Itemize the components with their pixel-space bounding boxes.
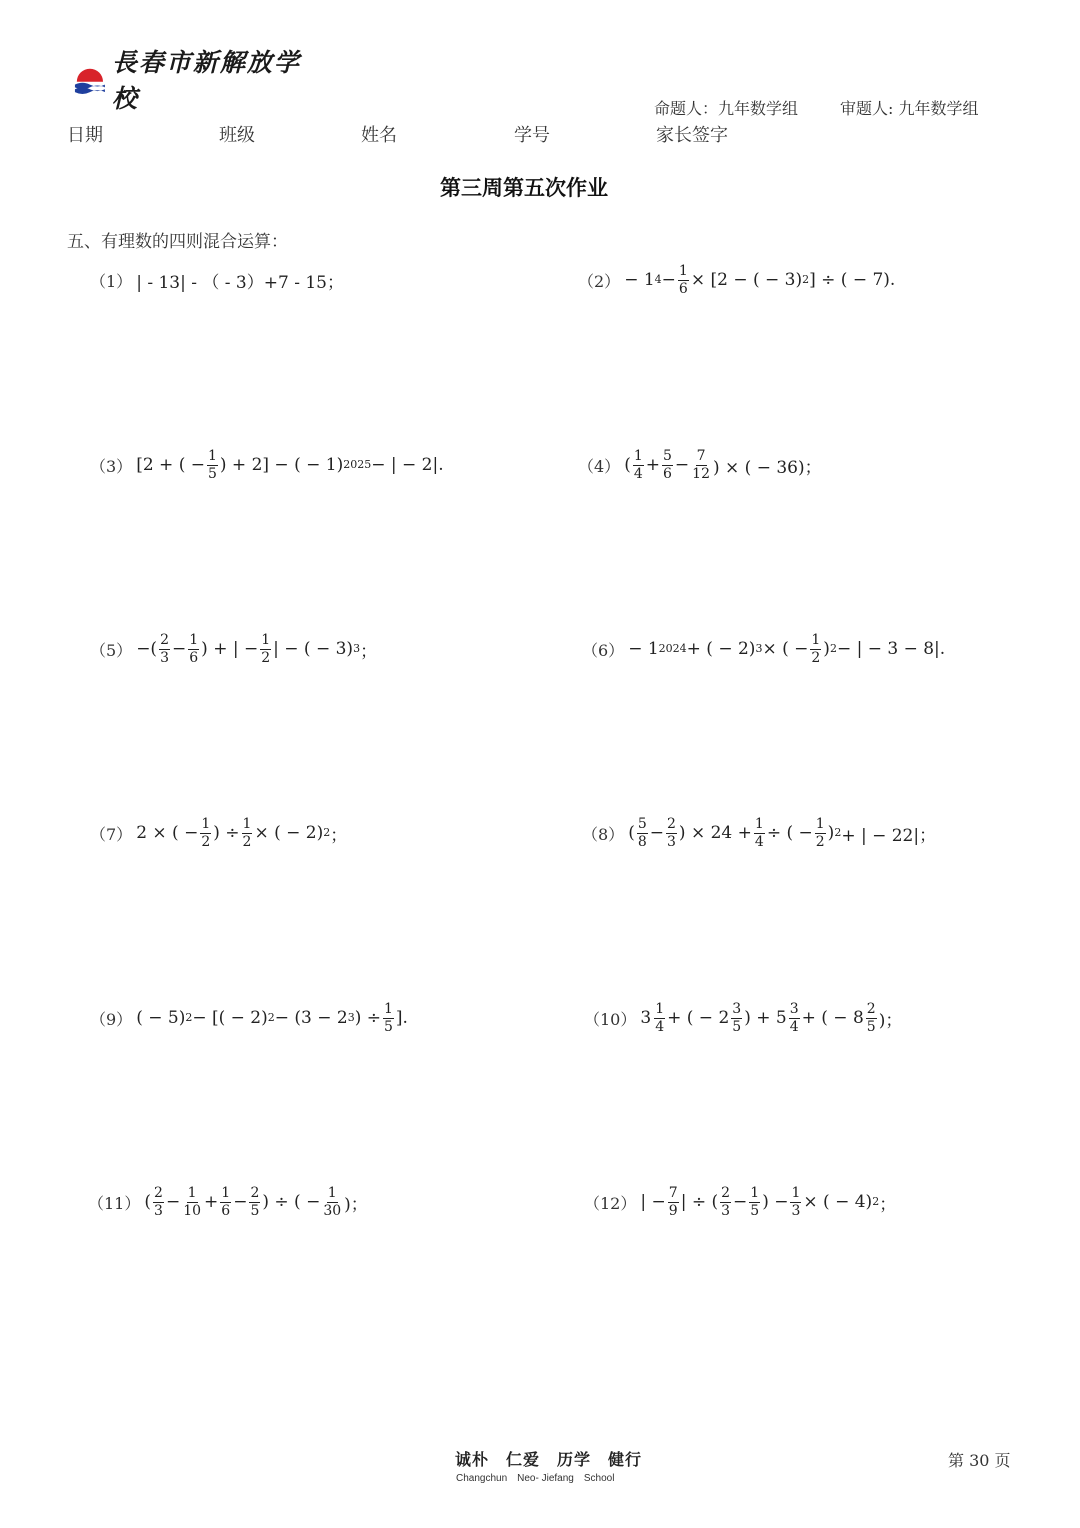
denominator: 6: [221, 1202, 231, 1219]
expr-part: ) ÷: [213, 823, 240, 843]
denominator: 5: [750, 1202, 760, 1219]
expr-part: −: [649, 823, 664, 843]
expr-part: − (3 − 2: [274, 1008, 348, 1028]
denominator: 2: [261, 649, 271, 666]
expr-part: ) + 2] − ( − 1): [219, 455, 344, 475]
expr-part: −: [733, 1192, 748, 1212]
expression: | - 13| - （ - 3）+7 - 15；: [136, 272, 344, 293]
problem-12: （12） | − $\frac{7}{9}$ | ÷ ( $\frac{2}{3}$ − $\frac{1}{5}$ ) − $\frac{1}{3}$ × ( − 4) 2 ；: [584, 1184, 897, 1219]
denominator: 9: [668, 1202, 678, 1219]
fraction: [666, 817, 677, 850]
problem-8: （8） ( $\frac{5}{8}$ − $\frac{2}{3}$ ) × 24 + $\frac{1}{4}$ ÷ ( − $\frac{1}{2}$ ) 2 + | − 22|；: [582, 815, 937, 850]
section-heading: 五、有理数的四则混合运算：: [67, 232, 288, 252]
numerator: 1: [327, 1184, 337, 1201]
problem-5: （5） −( $\frac{2}{3}$ − $\frac{1}{6}$ ) + | − $\frac{1}{2}$ | − ( − 3) 3 ；: [90, 631, 378, 666]
fraction: [866, 1002, 877, 1035]
expr-part: × ( −: [762, 639, 809, 659]
problem-10: [584, 996, 902, 1040]
fraction: [249, 1186, 260, 1219]
expr-part: (: [624, 455, 631, 475]
numerator: 1: [754, 815, 764, 832]
expr-part: ] ÷ ( − 7).: [809, 270, 896, 290]
problem-4: [578, 443, 822, 487]
expr-part: −: [661, 270, 676, 290]
expr-part: [2 + ( −: [136, 455, 205, 475]
numerator: 5: [663, 447, 672, 464]
author-label: 命题人：九年数学组: [654, 99, 799, 118]
fraction: [633, 449, 644, 482]
denominator: 3: [721, 1202, 731, 1219]
fraction: [754, 817, 765, 850]
fraction: [789, 1002, 800, 1035]
denominator: 30: [323, 1202, 342, 1219]
denominator: 3: [667, 833, 676, 850]
expr-part: + | − 22|；: [841, 825, 937, 846]
numerator: 1: [242, 815, 252, 832]
numerator: 1: [187, 1184, 197, 1201]
expr-part: ) × 24 +: [678, 823, 752, 843]
numerator: 1: [189, 631, 199, 648]
page-number: 第 30 页: [948, 1451, 1011, 1470]
denominator: 4: [789, 1018, 799, 1035]
numerator: 1: [678, 262, 688, 279]
expr-part: ) + | −: [201, 639, 259, 659]
numerator: 1: [811, 631, 821, 648]
expr-part: −: [674, 455, 690, 475]
expr-part: ) × ( − 36)；: [713, 457, 822, 478]
problem-number: （6）: [582, 640, 625, 660]
school-name-english: Changchun Neo- Jiefang School: [456, 1473, 615, 1484]
expr-part: +: [645, 455, 660, 475]
denominator: 6: [678, 280, 688, 297]
problem-number: （12）: [584, 1193, 637, 1213]
problem-11: [88, 1180, 368, 1224]
numerator: 1: [261, 631, 271, 648]
fraction: [678, 264, 689, 297]
class-field: 班级: [219, 125, 255, 146]
denominator: 3: [160, 649, 169, 666]
expr-part: ].: [395, 1008, 408, 1028]
expr-part: − 1: [628, 639, 659, 659]
denominator: 5: [732, 1018, 742, 1035]
expr-part: − [( − 2): [192, 1008, 268, 1028]
fraction: [654, 1002, 665, 1035]
expr-part: )；: [344, 1194, 368, 1215]
numerator: 1: [207, 447, 217, 464]
problem-9: （9） ( − 5) 2 − [( − 2) 2 − (3 − 2 3 ) ÷ $\frac{1}{5}$ ].: [90, 1000, 408, 1035]
expr-part: − | − 3 − 8|.: [836, 639, 946, 659]
expr-part: −: [233, 1192, 248, 1212]
expr-part: × [2 − ( − 3): [690, 270, 803, 290]
expr-part: − 1: [624, 270, 655, 290]
denominator: 4: [633, 465, 643, 482]
numerator: 2: [154, 1184, 163, 1201]
fraction: [207, 449, 218, 482]
problem-number: （4）: [578, 456, 621, 476]
numerator: 7: [668, 1184, 678, 1201]
denominator: 12: [692, 465, 710, 482]
expr-part: 2 × ( −: [136, 823, 199, 843]
problem-1: [90, 258, 344, 302]
expr-part: ( − 5): [136, 1008, 186, 1028]
problem-number: （7）: [90, 824, 133, 844]
expr-part: × ( − 4): [803, 1192, 873, 1212]
school-motto: 诚朴 仁爱 历学 健行: [455, 1450, 643, 1469]
fraction: [159, 633, 170, 666]
expr-part: ): [827, 823, 835, 843]
numerator: 3: [732, 1000, 742, 1017]
expr-part: −: [165, 1192, 181, 1212]
fraction: [322, 1186, 342, 1219]
denominator: 3: [791, 1202, 801, 1219]
fraction: [220, 1186, 231, 1219]
expr-part: ；: [879, 1194, 897, 1215]
fraction: [188, 633, 199, 666]
denominator: 6: [663, 465, 672, 482]
problem-3: （3） [2 + ( − $\frac{1}{5}$ ) + 2] − ( − 1) 2025 − | − 2|.: [90, 447, 444, 482]
expr-part: )；: [878, 1010, 903, 1031]
date-field: 日期: [67, 125, 103, 146]
numerator: 1: [791, 1184, 801, 1201]
denominator: 5: [866, 1018, 876, 1035]
expr-part: ；: [360, 641, 378, 662]
numerator: 1: [750, 1184, 760, 1201]
fraction: [383, 1002, 394, 1035]
problem-number: （3）: [90, 456, 133, 476]
denominator: 3: [154, 1202, 163, 1219]
expr-part: − | − 2|.: [371, 455, 444, 475]
denominator: 2: [815, 833, 825, 850]
expr-part: + ( − 8: [801, 1008, 864, 1028]
fraction: [790, 1186, 801, 1219]
numerator: 2: [721, 1184, 731, 1201]
reviewer-label: 审题人: 九年数学组: [840, 99, 979, 118]
fraction: [749, 1186, 760, 1219]
numerator: 1: [221, 1184, 231, 1201]
fraction: [815, 817, 826, 850]
denominator: 5: [207, 465, 217, 482]
numerator: 2: [667, 815, 676, 832]
problem-number: （11）: [88, 1193, 141, 1213]
denominator: 2: [242, 833, 252, 850]
denominator: 5: [384, 1018, 393, 1035]
expr-part: +: [204, 1192, 219, 1212]
denominator: 10: [183, 1202, 202, 1219]
expr-part: | ÷ (: [680, 1192, 719, 1212]
expr-part: ): [823, 639, 830, 659]
expr-part: ) ÷: [354, 1008, 381, 1028]
denominator: 4: [754, 833, 764, 850]
numerator: 3: [789, 1000, 799, 1017]
fraction: [731, 1002, 742, 1035]
fraction: [260, 633, 271, 666]
fraction: [720, 1186, 731, 1219]
fraction: [153, 1186, 164, 1219]
problem-number: （2）: [578, 271, 621, 291]
numerator: 5: [637, 815, 647, 832]
numerator: 1: [655, 1000, 665, 1017]
fraction: [637, 817, 648, 850]
denominator: 2: [201, 833, 211, 850]
problem-number: （1）: [90, 271, 133, 291]
denominator: 6: [189, 649, 199, 666]
denominator: 8: [637, 833, 647, 850]
numerator: 2: [250, 1184, 260, 1201]
student-id-field: 学号: [514, 125, 550, 146]
denominator: 5: [250, 1202, 260, 1219]
school-name: 長春市新解放学校: [111, 48, 301, 113]
numerator: 1: [815, 815, 825, 832]
expr-part: ) −: [762, 1192, 789, 1212]
problem-2: （2） − 1 4 − $\frac{1}{6}$ × [2 − ( − 3) 2 ] ÷ ( − 7).: [578, 262, 896, 297]
numerator: 2: [160, 631, 169, 648]
fraction: [668, 1186, 679, 1219]
denominator: 2: [811, 649, 821, 666]
problem-7: （7） 2 × ( − $\frac{1}{2}$ ) ÷ $\frac{1}{2}$ × ( − 2) 2 ；: [90, 815, 348, 850]
numerator: 2: [866, 1000, 876, 1017]
numerator: 1: [201, 815, 211, 832]
expr-part: (: [144, 1192, 152, 1212]
expr-part: ) ÷ ( −: [262, 1192, 321, 1212]
page-title: 第三周第五次作业: [440, 176, 608, 200]
name-field: 姓名: [361, 125, 397, 146]
problem-number: （9）: [90, 1009, 133, 1029]
expr-part: | − ( − 3): [273, 639, 354, 659]
expr-part: (: [628, 823, 635, 843]
denominator: 4: [655, 1018, 665, 1035]
numerator: 1: [633, 447, 643, 464]
expr-part: + ( − 2): [686, 639, 756, 659]
fraction: [810, 633, 821, 666]
problem-number: （5）: [90, 640, 133, 660]
fraction: [182, 1186, 202, 1219]
expr-part: ÷ ( −: [766, 823, 813, 843]
fraction: [200, 817, 211, 850]
numerator: 7: [696, 447, 706, 464]
school-logo: [74, 48, 314, 113]
expr-part: ) + 5: [744, 1008, 787, 1028]
problem-number: （8）: [582, 824, 625, 844]
expr-part: + ( − 2: [667, 1008, 730, 1028]
problem-6: （6） − 1 2024 + ( − 2) 3 × ( − $\frac{1}{2}$ ) 2 − | − 3 − 8|.: [582, 631, 946, 666]
expr-part: −(: [136, 639, 158, 659]
mixed-whole: 3: [640, 1008, 652, 1028]
parent-signature-field: 家长签字: [656, 125, 728, 146]
expr-part: | −: [640, 1192, 666, 1212]
school-emblem-icon: [74, 62, 106, 96]
fraction: [242, 817, 253, 850]
fraction: [662, 449, 673, 482]
expr-part: × ( − 2): [254, 823, 324, 843]
expr-part: −: [172, 639, 187, 659]
problem-number: （10）: [584, 1009, 637, 1029]
expr-part: ；: [330, 825, 348, 846]
numerator: 1: [384, 1000, 393, 1017]
fraction: [691, 449, 711, 482]
